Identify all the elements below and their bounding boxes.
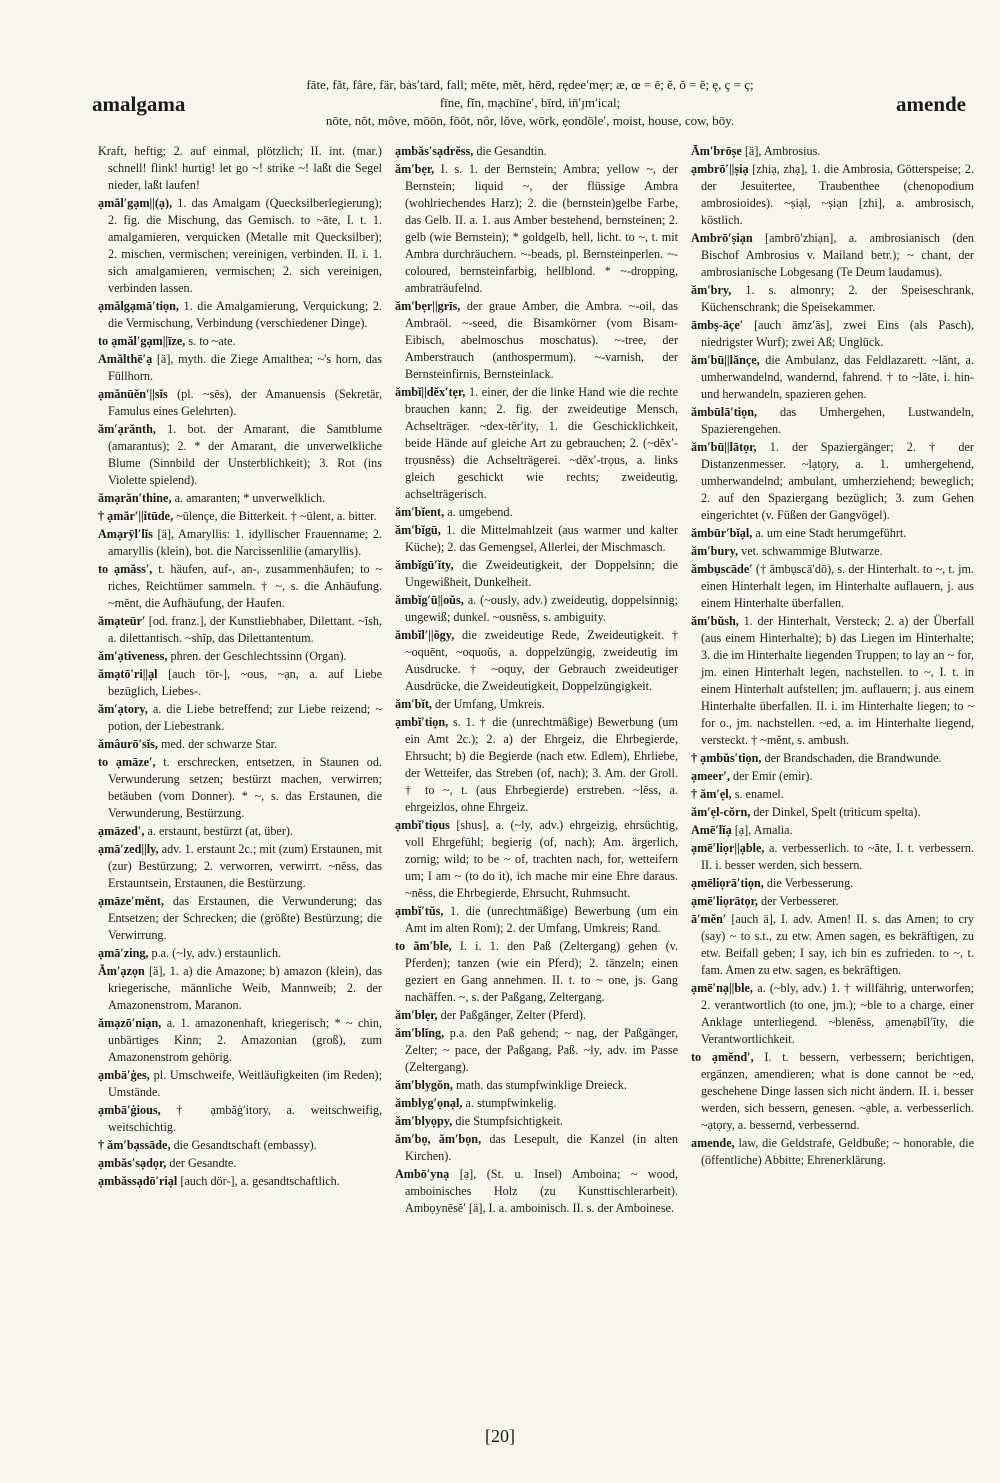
entry-definition: [ambrō′zhiạn], a. ambrosianisch (den Bischof Ambrosius v. Mailand betr.); ~ chant, der ambrosianische Lobgesang (Te Deum laudamus). bbox=[701, 231, 975, 279]
dictionary-entry bbox=[395, 384, 678, 503]
entry-headword: ăm′bū||lātọr, bbox=[691, 440, 757, 454]
dictionary-entry bbox=[691, 543, 974, 560]
dictionary-entry bbox=[98, 526, 382, 560]
entry-definition: a. stumpfwinkelig. bbox=[465, 1096, 557, 1110]
entry-headword: Amē′lĭạ bbox=[691, 823, 732, 837]
entry-headword: ăm′bry, bbox=[691, 283, 732, 297]
dictionary-entry bbox=[691, 282, 974, 316]
entry-definition: a. um eine Stadt herumgeführt. bbox=[755, 526, 907, 540]
entry-definition: p.a. den Paß gehend; ~ nag, der Paßgänger, Zelter; ~ pace, der Paßgang, Paß. ~ly, adv. im Passe (Zeltergang). bbox=[405, 1026, 678, 1074]
dictionary-entry bbox=[98, 648, 382, 665]
entry-definition: s. 1. † die (unrechtmäßige) Bewerbung (um ein Amt 2c.); 2. a) der Ehrgeiz, die Ehrbegierde, Ehrsucht; b) die Begierde (nach etw. Edlem), Ehrliebe, der Wetteifer, das Streben (of, nach); 3. Am. der Groll. † to ~, t. (aus Ehrbegierde) erstreben. ~lĕss, a. ehrgeizlos, ohne Ehrgeiz. bbox=[405, 715, 679, 814]
dictionary-entry bbox=[691, 317, 974, 351]
entry-definition: der Dinkel, Spelt (triticum spelta). bbox=[753, 805, 921, 819]
entry-definition: law, die Geldstrafe, Geldbuße; ~ honorable, die (öffentliche) Abbitte; Ehrenerklärung. bbox=[701, 1136, 975, 1167]
dictionary-entry bbox=[98, 1155, 382, 1172]
dictionary-entry bbox=[691, 804, 974, 821]
dictionary-entry bbox=[98, 298, 382, 332]
dictionary-columns bbox=[92, 143, 982, 1428]
entry-definition: † ạmbăġ′itory, a. weitschweifig, weitschichtig. bbox=[108, 1103, 382, 1134]
dictionary-entry bbox=[691, 1049, 974, 1134]
dictionary-entry bbox=[98, 508, 382, 525]
entry-headword: to ạmăss′, bbox=[98, 562, 153, 576]
entry-headword: † ạmăr′||itūde, bbox=[98, 509, 174, 523]
dictionary-entry bbox=[395, 522, 678, 556]
entry-definition: t. erschrecken, entsetzen, in Staunen od. Verwunderung setzen; bestürzt machen, verwirren; betäuben (vom Donner). * ~, s. das Erstaunen, die Verwunderung, Bestürzung. bbox=[108, 755, 382, 820]
entry-headword: ămbĭgū′ĭty, bbox=[395, 558, 454, 572]
entry-definition: a. die Liebe betreffend; zur Liebe reizend; ~ potion, der Liebestrank. bbox=[108, 702, 382, 733]
entry-headword: to ạmāze′, bbox=[98, 755, 156, 769]
entry-headword: ạmănūĕn′||sĭs bbox=[98, 387, 168, 401]
entry-definition: vet. schwammige Blutwarze. bbox=[741, 544, 883, 558]
entry-headword: ạmā′zed||ly, bbox=[98, 842, 159, 856]
dictionary-entry bbox=[395, 1025, 678, 1076]
entry-headword: ămbĭg′ū||oŭs, bbox=[395, 593, 464, 607]
entry-definition: 1. die Amalgamierung, Verquickung; 2. die Vermischung, Verbindung (verschiedener Dinge). bbox=[108, 299, 382, 330]
dictionary-entry bbox=[98, 963, 382, 1014]
entry-definition: [ä], Amaryllis: 1. idyllischer Frauenname; 2. amaryllis (klein), bot. die Narcissenlilie (amaryllis). bbox=[108, 527, 382, 558]
dictionary-entry bbox=[691, 439, 974, 524]
dictionary-entry bbox=[395, 696, 678, 713]
entry-definition: die Verbesserung. bbox=[766, 876, 854, 890]
entry-headword: to ăm′ble, bbox=[395, 939, 452, 953]
entry-headword: to ạmĕnd′, bbox=[691, 1050, 754, 1064]
dictionary-entry bbox=[395, 504, 678, 521]
entry-definition: [shus], a. (~ly, adv.) ehrgeizig, ehrsüchtig, voll Ehrgefühl; begierig (of, nach); Am. ärgerlich, zornig; wild; to be ~ of, trachten nach, for, wetteifern um; I am ~ (to do it), ich mache mir eine Ehre daraus. ~nĕss, die Ehrbegierde, Ehrsucht, Ruhmsucht. bbox=[405, 818, 678, 900]
right-running-headword: amende bbox=[896, 92, 966, 116]
entry-headword: Amălthē′ạ bbox=[98, 352, 153, 366]
dictionary-entry bbox=[98, 333, 382, 350]
dictionary-entry bbox=[395, 714, 678, 816]
dictionary-entry bbox=[691, 911, 974, 979]
entry-definition: der Verbesserer. bbox=[761, 894, 839, 908]
entry-headword: ạmbĭ′tiọus bbox=[395, 818, 450, 832]
entry-definition: I. s. 1. der Bernstein; Ambra; yellow ~, der Bernstein; liquid ~, der flüssige Ambra (wohlriechendes Harz); 2. die (bernstein)gelbe Farbe, das Gelb. II. a. 1. aus Amber bestehend, bernsteinen; 2. gelb (wie Bernstein); * goldgelb, hell, licht. to ~, t. mit Ambra durchräuchern. ~-beads, pl. Bernsteinperlen. ~-coloured, bernsteinfarbig, hellblond. * ~-dropping, ambraträufelnd. bbox=[405, 162, 678, 295]
entry-headword: Ām′brōṣe bbox=[691, 144, 742, 158]
pronunciation-key bbox=[250, 76, 810, 130]
entry-headword: ăm′bū||lănçe, bbox=[691, 353, 760, 367]
entry-definition: 1. die (unrechtmäßige) Bewerbung (um ein Amt im alten Rom); 2. der Umfang, Umkreis; Rand. bbox=[405, 904, 678, 935]
dictionary-entry bbox=[98, 613, 382, 647]
entry-headword: to ạmăl′gạm||īze, bbox=[98, 334, 186, 348]
entry-headword: ạmē′liọr||ạble, bbox=[691, 841, 765, 855]
dictionary-entry bbox=[98, 351, 382, 385]
entry-definition: math. das stumpfwinklige Dreieck. bbox=[456, 1078, 627, 1092]
entry-definition: med. der schwarze Star. bbox=[161, 737, 278, 751]
entry-definition: 1. das Amalgam (Quecksilberlegierung); 2. fig. die Mischung, das Gemisch. to ~āte, I. t. 1. amalgamieren, verquicken (Metalle mit Quecksilber); 2. mischen, vermischen; vereinigen, verbinden. II. i. 1. sich amalgamieren, vermischen; 2. sich vereinigen, verbinden lassen. bbox=[108, 196, 382, 295]
entry-headword: ămạteūr′ bbox=[98, 614, 146, 628]
entry-headword: ăm′blygŏn, bbox=[395, 1078, 453, 1092]
entry-headword: ạmē′liọrātọr, bbox=[691, 894, 758, 908]
dictionary-entry bbox=[98, 386, 382, 420]
entry-definition: die Gesandtin. bbox=[476, 144, 547, 158]
entry-definition: 1. der Spaziergänger; 2. † der Distanzenmesser. ~lạtọry, a. 1. umhergehend, umherwandelnd; ambulant, umherziehend; beweglich; 2. auf den Spaziergang bezüglich; 3. zum Gehen eingerichtet (v. Füßen der Gangvögel). bbox=[701, 440, 974, 522]
entry-definition: († ămbụscā′dō), s. der Hinterhalt. to ~, t. jm. einen Hinterhalt legen, im Hinterhalte auflauern, j. aus einem Hinterhalte überfallen. bbox=[701, 562, 974, 610]
entry-headword: ạmbăs′sạdrĕss, bbox=[395, 144, 474, 158]
entry-definition: [auch dör-], a. gesandtschaftlich. bbox=[180, 1174, 340, 1188]
dictionary-entry bbox=[98, 841, 382, 892]
entry-headword: ạmbā′ġes, bbox=[98, 1068, 150, 1082]
dictionary-column-2 bbox=[388, 143, 684, 1428]
entry-definition: adv. 1. erstaunt 2c.; mit (zum) Erstaunen, mit (zur) Bestürzung; 2. verworren, verwirrt. ~nĕss, das Erstauntsein, Erstaunen, die Bestürzung. bbox=[108, 842, 382, 890]
dictionary-entry bbox=[98, 701, 382, 735]
dictionary-entry bbox=[98, 561, 382, 612]
entry-headword: ămạrăn′thine, bbox=[98, 491, 172, 505]
entry-headword: ạmāze′mĕnt, bbox=[98, 894, 165, 908]
entry-definition: a. (~bly, adv.) 1. † willfährig, unterworfen; 2. verantwortlich (to one, jm.); ~ble to a charge, einer Anklage unterliegend. ~blenĕss, ạmenạbĭl′ĭty, die Verantwortlichkeit. bbox=[701, 981, 974, 1046]
entry-definition: phren. der Geschlechtssinn (Organ). bbox=[170, 649, 347, 663]
pronunciation-key-line: nōte, nŏt, môve, mōōn, fōōt, nôr, lŏve, wōrk, ẹondōle′, moist, house, cow, bōy. bbox=[325, 113, 735, 128]
dictionary-entry bbox=[98, 736, 382, 753]
entry-definition: der Emir (emir). bbox=[733, 769, 813, 783]
entry-headword: ămạzō′niạn, bbox=[98, 1016, 162, 1030]
entry-definition: (pl. ~sēs), der Amanuensis (Sekretär, Famulus eines Gelehrten). bbox=[108, 387, 383, 418]
entry-definition: [ä], 1. a) die Amazone; b) amazon (klein), das kriegerische, männliche Weib, Mannweib; 2. der Amazonenstrom, Maranon. bbox=[108, 964, 383, 1012]
entry-headword: ăm′ạtiveness, bbox=[98, 649, 168, 663]
entry-headword: ăm′bọ, ăm′bọn, bbox=[395, 1132, 482, 1146]
entry-definition: [ä], myth. die Ziege Amalthea; ~'s horn, das Füllhorn. bbox=[108, 352, 382, 383]
dictionary-entry bbox=[98, 1015, 382, 1066]
entry-definition: [auch āmz′ās], zwei Eins (als Pasch), niedrigster Wurf); zwei Aß; Unglück. bbox=[701, 318, 974, 349]
pronunciation-key-line: fīne, fĭn, mạchīne′, bīrd, in̄′ȷm′ical; bbox=[439, 95, 621, 110]
entry-definition: a. verbesserlich. to ~āte, I. t. verbessern. II. i. besser werden, sich bessern. bbox=[701, 841, 974, 872]
page-number: [20] bbox=[485, 1426, 515, 1446]
dictionary-entry bbox=[98, 143, 382, 194]
dictionary-entry bbox=[691, 561, 974, 612]
entry-definition: pl. Umschweife, Weitläufigkeiten (im Reden); Umstände. bbox=[108, 1068, 382, 1099]
dictionary-entry bbox=[691, 1135, 974, 1169]
entry-definition: die Zweideutigkeit, der Doppelsinn; die Ungewißheit, Dunkelheit. bbox=[405, 558, 679, 589]
entry-headword: ạmbĭ′tiọn, bbox=[395, 715, 449, 729]
dictionary-entry bbox=[98, 754, 382, 822]
entry-headword: ăm′ạrănth, bbox=[98, 422, 156, 436]
dictionary-entry bbox=[395, 592, 678, 626]
entry-definition: t. häufen, auf-, an-, zusammenhäufen; to ~ riches, Reichtümer sammeln. † ~, s. die Anhäufung. ~mĕnt, die Aufhäufung, der Haufen. bbox=[108, 562, 383, 610]
entry-headword: ăm′ẹl-cŏrn, bbox=[691, 805, 751, 819]
entry-headword: ăm′ạtory, bbox=[98, 702, 148, 716]
entry-headword: ạmēliọrā′tiọn, bbox=[691, 876, 764, 890]
entry-definition: 1. die Mittelmahlzeit (aus warmer und kalter Küche); 2. das Gemengsel, Allerlei, der Mischmasch. bbox=[405, 523, 679, 554]
dictionary-entry bbox=[691, 893, 974, 910]
dictionary-entry bbox=[395, 143, 678, 160]
entry-headword: ămạtō′ri||ạl bbox=[98, 667, 158, 681]
dictionary-entry bbox=[691, 786, 974, 803]
entry-definition: [auch tör-], ~ous, ~ạn, a. auf Liebe bezüglich, Liebes-. bbox=[108, 667, 383, 698]
entry-headword: ăm′bĭt, bbox=[395, 697, 432, 711]
entry-definition: [auch ä], I. adv. Amen! II. s. das Amen; to cry (say) ~ to s.t., zu etw. Amen sagen, es bekräftigen, zu etw. Beifall geben; I say, ich bin es zufrieden. to ~, t. fam. Amen zu etw. sagen, es bekräftigen. bbox=[701, 912, 975, 977]
entry-headword: ăm′bŭsh, bbox=[691, 614, 739, 628]
entry-definition: 1. s. almonry; 2. der Speiseschrank, Küchenschrank; die Speisekammer. bbox=[701, 283, 975, 314]
entry-definition: [zhiạ, zhạ], 1. die Ambrosia, Götterspeise; 2. der Jesuitertee, Traubenthee (chenopodium ambrosioides). ~ṣiạl, ~ṣiạn [zhi], a. ambrosisch, köstlich. bbox=[701, 162, 974, 227]
dictionary-entry bbox=[395, 938, 678, 1006]
entry-headword: ạmbā′ġious, bbox=[98, 1103, 161, 1117]
entry-headword: Ăm′ạzọn bbox=[98, 964, 145, 978]
dictionary-column-1 bbox=[92, 143, 388, 1428]
dictionary-entry bbox=[98, 666, 382, 700]
entry-headword: ămbūlā′tiọn, bbox=[691, 405, 758, 419]
entry-headword: † ăm′ẹl, bbox=[691, 787, 732, 801]
entry-headword: ămbĭl′||ŏgy, bbox=[395, 628, 455, 642]
dictionary-entry bbox=[395, 1095, 678, 1112]
entry-headword: ā′mĕn′ bbox=[691, 912, 727, 926]
dictionary-column-3 bbox=[684, 143, 980, 1428]
dictionary-entry bbox=[98, 1137, 382, 1154]
entry-headword: ăm′blĭng, bbox=[395, 1026, 445, 1040]
dictionary-entry bbox=[691, 822, 974, 839]
entry-headword: ạmeer′, bbox=[691, 769, 730, 783]
entry-headword: ăm′blyọpy, bbox=[395, 1114, 453, 1128]
entry-definition: a. (~ously, adv.) zweideutig, doppelsinnig; ungewiß; dunkel. ~ousnĕss, s. ambiguity. bbox=[405, 593, 678, 624]
entry-headword: Ambrō′ṣiạn bbox=[691, 231, 753, 245]
pronunciation-key-line: fāte, făt, fâre, fär, bȧs′tard, fall; mēte, mĕt, hērd, rędee′mẹr; æ, œ = ē; ĕ, ŏ = ĕ; ę, ç = ç; bbox=[306, 77, 754, 92]
dictionary-entry bbox=[691, 840, 974, 874]
entry-headword: ạmbăssạdō′riạl bbox=[98, 1174, 178, 1188]
dictionary-entry bbox=[98, 945, 382, 962]
entry-definition: a. amaranten; * unverwelklich. bbox=[174, 491, 326, 505]
entry-definition: 1. der Hinterhalt, Versteck; 2. a) der Überfall (aus einem Hinterhalte); b) das Liegen im Hinterhalte; 3. die im Hinterhalte liegenden Truppen; to lay an ~ for, jm. einen Hinterhalt legen, nachstellen. to ~, I. t. in einem Hinterhalt aufstellen; jm. auflauern; j. aus einem Hinterhalte überfallen. II. i. im Hinterhalte liegen; to ~ for o., jm. nachstellen. ~ed, a. im Hinterhalte liegend, versteckt. † ~mĕnt, s. ambush. bbox=[701, 614, 974, 747]
entry-headword: amende, bbox=[691, 1136, 735, 1150]
dictionary-entry bbox=[691, 404, 974, 438]
dictionary-entry bbox=[691, 352, 974, 403]
entry-definition: [ạ], (St. u. Insel) Amboina; ~ wood, amboinisches Holz (zu Kunsttischlerarbeit). Ambọynēsĕ′ [ä], I. a. amboinisch. II. s. der Amboinese. bbox=[405, 1167, 679, 1215]
entry-headword: ăm′bury, bbox=[691, 544, 739, 558]
entry-definition: das Umhergehen, Lustwandeln, Spazierengehen. bbox=[701, 405, 974, 436]
dictionary-entry bbox=[98, 490, 382, 507]
entry-definition: [od. franz.], der Kunstliebhaber, Dilettant. ~ĭsh, a. dilettantisch. ~shĭp, das Dilettantentum. bbox=[108, 614, 383, 645]
entry-definition: [ạ], Amalia. bbox=[734, 823, 793, 837]
dictionary-entry bbox=[395, 1166, 678, 1217]
entry-headword: ămbūr′bĭạl, bbox=[691, 526, 753, 540]
dictionary-entry bbox=[691, 875, 974, 892]
dictionary-entry bbox=[98, 893, 382, 944]
entry-definition: ~ūlençe, die Bitterkeit. † ~ūlent, a. bitter. bbox=[176, 509, 377, 523]
entry-headword: ămblyg′ọnạl, bbox=[395, 1096, 463, 1110]
entry-definition: das Lesepult, die Kanzel (in alten Kirchen). bbox=[405, 1132, 679, 1163]
entry-definition: s. to ~ate. bbox=[188, 334, 236, 348]
dictionary-entry bbox=[395, 298, 678, 383]
dictionary-entry bbox=[691, 750, 974, 767]
dictionary-entry bbox=[691, 980, 974, 1048]
entry-definition: die Stumpfsichtigkeit. bbox=[455, 1114, 563, 1128]
entry-headword: ăm′blẹr, bbox=[395, 1008, 438, 1022]
dictionary-entry bbox=[691, 525, 974, 542]
entry-definition: die Ambulanz, das Feldlazarett. ~lănt, a. umherwandelnd, wandernd, fahrend. † to ~lāte, i. hin- und herwandeln, spazieren gehen. bbox=[701, 353, 975, 401]
entry-headword: ạmbrō′||ṣiạ bbox=[691, 162, 749, 176]
entry-definition: der Gesandte. bbox=[169, 1156, 237, 1170]
entry-definition: [ä], Ambrosius. bbox=[744, 144, 821, 158]
entry-definition: p.a. (~ly, adv.) erstaunlich. bbox=[151, 946, 282, 960]
dictionary-entry bbox=[691, 613, 974, 749]
entry-definition: 1. einer, der die linke Hand wie die rechte brauchen kann; 2. fig. der zweideutige Mensch, Achselträger. ~dex-tĕr′ity, 1. die Geschicklichkeit, beide Hände auf gleiche Art zu gebrauchen; 2. (~dĕx′-trọusnĕss) die Achselträgerei. ~dĕx′-trọus, a. links gleich geschickt wie rechts; zweideutig, achselträgerisch. bbox=[405, 385, 678, 501]
dictionary-entry bbox=[395, 161, 678, 297]
entry-definition: a. umgebend. bbox=[447, 505, 513, 519]
dictionary-entry bbox=[691, 143, 974, 160]
entry-definition: der Brandschaden, die Brandwunde. bbox=[764, 751, 942, 765]
page-header bbox=[0, 0, 1000, 140]
left-running-headword: amalgama bbox=[92, 92, 186, 116]
entry-headword: ạmē′nạ||ble, bbox=[691, 981, 753, 995]
entry-headword: Ambō′ynạ bbox=[395, 1167, 450, 1181]
entry-definition: a. erstaunt, bestürzt (at, über). bbox=[147, 824, 293, 838]
dictionary-entry bbox=[98, 1067, 382, 1101]
entry-definition: der Paßgänger, Zelter (Pferd). bbox=[440, 1008, 586, 1022]
entry-headword: ămâurō′sĭs, bbox=[98, 737, 158, 751]
dictionary-entry bbox=[98, 421, 382, 489]
dictionary-entry bbox=[98, 1102, 382, 1136]
dictionary-entry bbox=[98, 1173, 382, 1190]
dictionary-entry bbox=[98, 823, 382, 840]
dictionary-entry bbox=[395, 1131, 678, 1165]
dictionary-entry bbox=[395, 1007, 678, 1024]
entry-definition: der graue Amber, die Ambra. ~-oil, das Ambraöl. ~-seed, die Bisamkörner (vom Bisam-Eibisch, abelmoschus moschatus). ~-tree, der Amberstrauch (anthospermum). ~-varnish, der Bernsteinfirnis, Bernsteinlack. bbox=[405, 299, 678, 381]
entry-headword: † ăm′bạssāde, bbox=[98, 1138, 171, 1152]
entry-headword: ămbĭ||dĕx′tẹr, bbox=[395, 385, 466, 399]
entry-definition: die zweideutige Rede, Zweideutigkeit. † ~oquēnt, ~oquoŭs, a. doppelzüngig, zweideutig im Ausdrucke. † ~oquy, der Gebrauch zweideutiger Ausdrücke, die Zweideutigkeit, Doppelzüngigkeit. bbox=[405, 628, 678, 693]
entry-definition: die Gesandtschaft (embassy). bbox=[173, 1138, 317, 1152]
entry-definition: I. t. bessern, verbessern; berichtigen, ergänzen, amendieren; what is done cannot be ~ed, geschehene Dinge lassen sich nicht ändern. II. i. besser werden, sich bessern, genesen. ~ạble, a. verbesserlich. ~ạtọry, a. bessernd, verbessernd. bbox=[701, 1050, 975, 1132]
entry-headword: ạmăl′gạm||(ạ), bbox=[98, 196, 173, 210]
entry-headword: ạmbĭ′tŭs, bbox=[395, 904, 444, 918]
entry-headword: ămbụscāde′ bbox=[691, 562, 753, 576]
entry-headword: ăm′bĭgū, bbox=[395, 523, 441, 537]
dictionary-entry bbox=[691, 768, 974, 785]
dictionary-entry bbox=[395, 817, 678, 902]
dictionary-entry bbox=[691, 230, 974, 281]
entry-headword: ăm′bẹr||grīs, bbox=[395, 299, 461, 313]
entry-headword: āmbṣ-āçe′ bbox=[691, 318, 744, 332]
entry-headword: Amạrȳl′lĭs bbox=[98, 527, 153, 541]
entry-definition: Kraft, heftig; 2. auf einmal, plötzlich; II. int. (mar.) schnell! flink! hurtig! let go ~! strike ~! laßt die Segel nieder, laßt laufen! bbox=[98, 144, 382, 192]
entry-definition: der Umfang, Umkreis. bbox=[435, 697, 545, 711]
entry-headword: ạmā′zing, bbox=[98, 946, 149, 960]
dictionary-entry bbox=[691, 161, 974, 229]
dictionary-entry bbox=[98, 195, 382, 297]
entry-definition: I. i. 1. den Paß (Zeltergang) gehen (v. Pferden); tanzen (wie ein Pferd); 2. tänzeln; einen geziert en Gang annehmen. II. t. to ~ one, js. Gang nachäffen. ~, s. der Paßgang, Zeltergang. bbox=[405, 939, 679, 1004]
entry-headword: † ạmbŭs′tiọn, bbox=[691, 751, 762, 765]
dictionary-entry bbox=[395, 627, 678, 695]
entry-definition: s. enamel. bbox=[734, 787, 784, 801]
entry-headword: ạmbăs′sạdọr, bbox=[98, 1156, 167, 1170]
dictionary-entry bbox=[395, 903, 678, 937]
entry-definition: a. 1. amazonenhaft, kriegerisch; * ~ chin, unbärtiges Kinn; 2. Amazonian (groß), zum Amazonenstrom gehörig. bbox=[108, 1016, 382, 1064]
dictionary-entry bbox=[395, 557, 678, 591]
dictionary-entry bbox=[395, 1077, 678, 1094]
entry-headword: ạmāzed′, bbox=[98, 824, 145, 838]
entry-definition: 1. bot. der Amarant, die Samtblume (amarantus); 2. * der Amarant, die unverwelkliche Blume (Sinnbild der Unsterblichkeit); 3. Rot (ins Violette spielend). bbox=[108, 422, 382, 487]
entry-definition: das Erstaunen, die Verwunderung; das Entsetzen; der Schrecken; die (größte) Bestürzung; die Verwirrung. bbox=[108, 894, 383, 942]
entry-headword: ăm′bẹr, bbox=[395, 162, 435, 176]
dictionary-entry bbox=[395, 1113, 678, 1130]
entry-headword: ăm′bĭent, bbox=[395, 505, 445, 519]
entry-headword: ạmălgạmā′tiọn, bbox=[98, 299, 179, 313]
